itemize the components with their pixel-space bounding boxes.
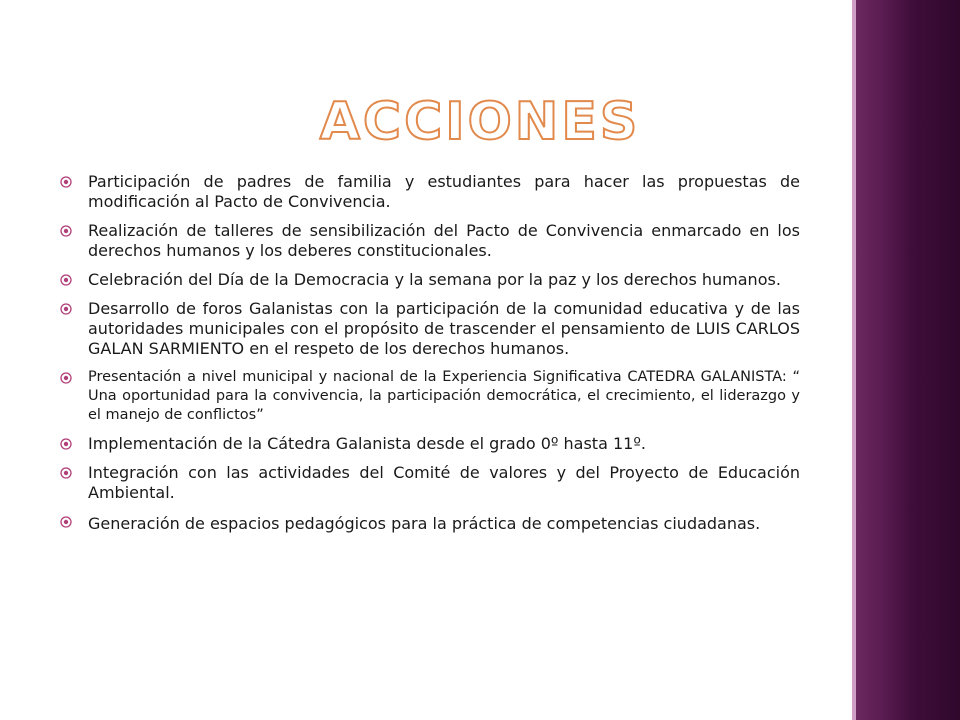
bullet-text: Celebración del Día de la Democracia y la semana por la paz y los derechos humanos. (88, 270, 781, 289)
bullet-text: Participación de padres de familia y estudiantes para hacer las propuestas de modificación al Pacto de Convivencia. (88, 172, 800, 211)
bullet-item (60, 512, 800, 536)
bullet-item (60, 463, 800, 503)
bullet-item (60, 221, 800, 261)
circle-target-icon (60, 274, 72, 286)
slide-title: ACCIONES (319, 92, 641, 152)
circle-target-icon (60, 225, 72, 237)
bullet-list (60, 172, 800, 545)
bullet-item (60, 172, 800, 212)
side-panel (856, 0, 960, 720)
bullet-text: Presentación a nivel municipal y nacional de la Experiencia Significativa CATEDRA GALANISTA: “ Una oportunidad para la convivencia, la participación democrática, el crecimiento, el liderazgo y el manejo de conflictos” (88, 369, 800, 423)
bullet-item (60, 299, 800, 359)
bullet-text: Integración con las actividades del Comité de valores y del Proyecto de Educación Ambiental. (88, 463, 800, 502)
bullet-item (60, 368, 800, 425)
circle-target-icon (60, 372, 72, 384)
bullet-text: Generación de espacios pedagógicos para la práctica de competencias ciudadanas. (88, 514, 761, 533)
circle-target-icon (60, 516, 72, 528)
bullet-text: Realización de talleres de sensibilización del Pacto de Convivencia enmarcado en los derechos humanos y los deberes constitucionales. (88, 221, 800, 260)
circle-target-icon (60, 438, 72, 450)
bullet-text: Implementación de la Cátedra Galanista desde el grado 0º hasta 11º. (88, 434, 646, 453)
bullet-item (60, 270, 800, 290)
circle-target-icon (60, 467, 72, 479)
bullet-item (60, 434, 800, 454)
circle-target-icon (60, 176, 72, 188)
circle-target-icon (60, 303, 72, 315)
bullet-text: Desarrollo de foros Galanistas con la participación de la comunidad educativa y de las autoridades municipales con el propósito de trascender el pensamiento de LUIS CARLOS GALAN SARMIENTO en el respeto de los derechos humanos. (88, 299, 800, 358)
